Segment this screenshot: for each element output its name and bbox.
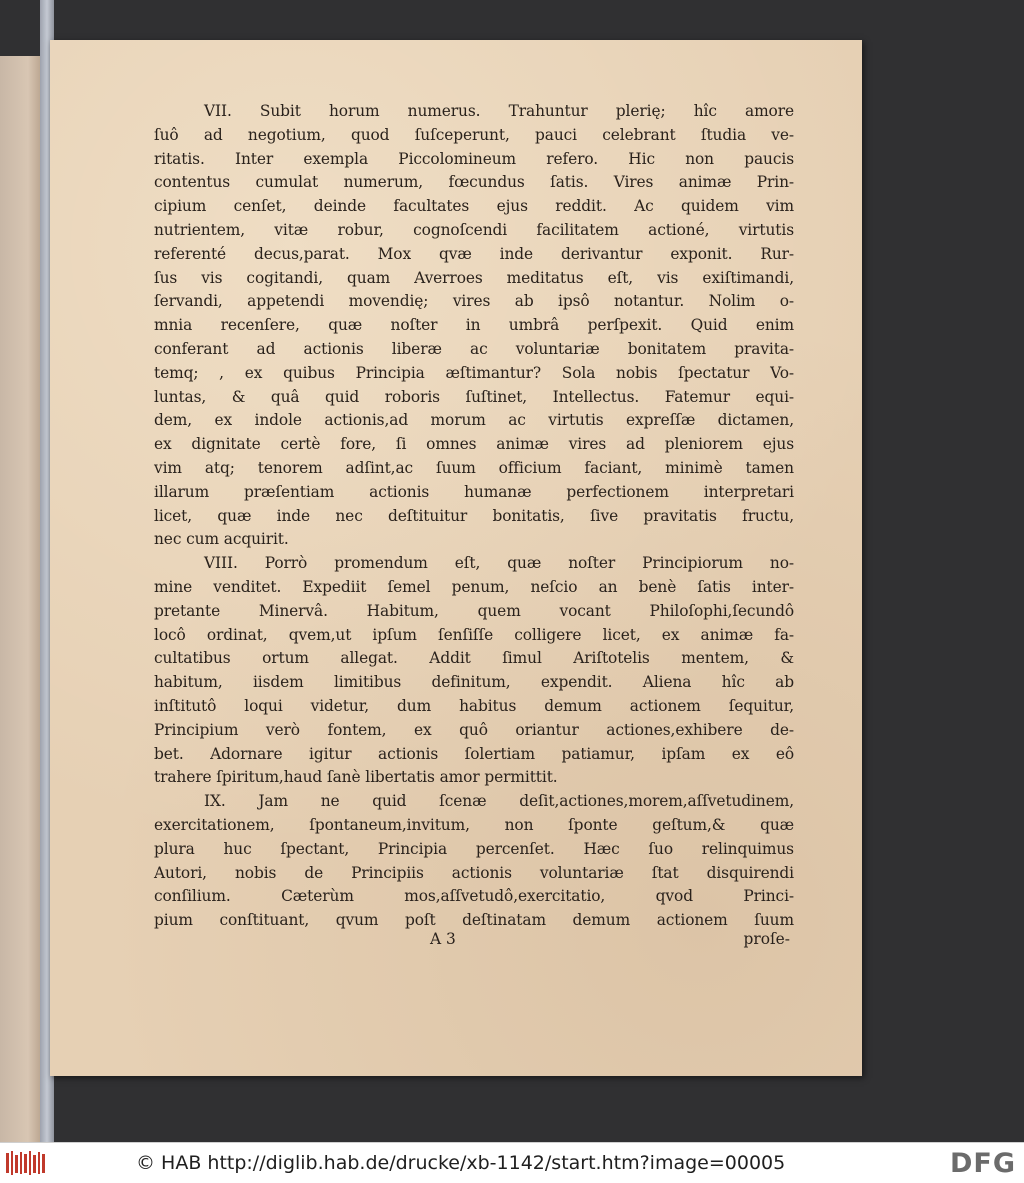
text-line: trahere ſpiritum,haud ſanè libertatis amor permittit.	[154, 768, 558, 787]
page-body-text	[154, 100, 794, 933]
copyright-link[interactable]: © HAB http://diglib.hab.de/drucke/xb-1142/start.htm?image=00005	[136, 1152, 786, 1174]
text-line: bet. Adornare igitur actionis ſolertiam patiamur, ipſam ex eô	[154, 744, 794, 763]
text-line: nec cum acquirit.	[154, 530, 289, 549]
text-line: plura huc ſpectant, Principia percenſet. Hæc ſuo relinquimus	[154, 839, 794, 858]
text-line: ſuô ad negotium, quod ſuſceperunt, pauci celebrant ſtudia ve-	[154, 125, 794, 144]
text-line: pium conſtituant, qvum poſt deſtinatam demum actionem ſuum	[154, 911, 794, 930]
text-line: Autori, nobis de Principiis actionis voluntariæ ſtat disquirendi	[154, 863, 794, 882]
text-line: licet, quæ inde nec deſtituitur bonitatis, ſive pravitatis fructu,	[154, 506, 794, 525]
book-page-scan	[50, 40, 862, 1076]
text-line: vim atq; tenorem adſint,ac ſuum officium faciant, minimè tamen	[154, 458, 794, 477]
text-line: cultatibus ortum allegat. Addit ſimul Ariſtotelis mentem, &	[154, 649, 794, 668]
text-line: mine venditet. Expediit ſemel penum, neſcio an benè ſatis inter-	[154, 577, 794, 596]
text-line: dem, ex indole actionis,ad morum ac virtutis expreſſæ dictamen,	[154, 411, 794, 430]
text-line: nutrientem, vitæ robur, cognoſcendi facilitatem actioné, virtutis	[154, 220, 794, 239]
text-line: ritatis. Inter exempla Piccolomineum refero. Hic non paucis	[154, 149, 794, 168]
text-line: cipium cenſet, deinde facultates ejus reddit. Ac quidem vim	[154, 197, 794, 216]
adjacent-page-edge	[0, 56, 40, 1142]
text-line: referenté decus,parat. Mox qvæ inde derivantur exponit. Rur-	[154, 244, 794, 263]
page-foot	[154, 930, 794, 954]
text-line: exercitationem, ſpontaneum,invitum, non ſponte geſtum,& quæ	[154, 815, 794, 834]
text-line: VIII. Porrò promendum eſt, quæ noſter Principiorum no-	[204, 554, 794, 573]
dfg-logo[interactable]: DFG	[949, 1148, 1016, 1179]
text-line: ex dignitate certè fore, ſi omnes animæ vires ad pleniorem ejus	[154, 435, 794, 454]
catchword: proſe-	[743, 930, 790, 948]
text-line: VII. Subit horum numerus. Trahuntur plerię; hîc amore	[204, 102, 794, 120]
text-line: pretante Minervâ. Habitum, quem vocant Philoſophi,ſecundô	[154, 601, 794, 620]
text-line: luntas, & quâ quid roboris ſuſtinet, Intellectus. Fatemur equi-	[154, 387, 794, 406]
footer-bar	[0, 1142, 1024, 1183]
text-line: ſus vis cogitandi, quam Averroes meditatus eſt, vis exiſtimandi,	[154, 268, 794, 287]
text-line: locô ordinat, qvem,ut ipſum ſenſiſſe colligere licet, ex animæ fa-	[154, 625, 794, 644]
text-line: mnia recenſere, quæ noſter in umbrâ perſpexit. Quid enim	[154, 316, 794, 335]
hab-barcode-logo-icon[interactable]	[4, 1149, 48, 1177]
text-line: habitum, iisdem limitibus definitum, expendit. Aliena hîc ab	[154, 673, 794, 692]
text-line: conſilium. Cæterùm mos,aſſvetudô,exercitatio, qvod Princi-	[154, 887, 794, 906]
text-line: illarum præſentiam actionis humanæ perfectionem interpretari	[154, 482, 794, 501]
text-line: contentus cumulat numerum, fœcundus ſatis. Vires animæ Prin-	[154, 173, 794, 192]
signature-mark: A 3	[430, 930, 456, 948]
text-line: IX. Jam ne quid ſcenæ deſit,actiones,morem,aſſvetudinem,	[204, 792, 794, 811]
text-line: Principium verò fontem, ex quô oriantur actiones,exhibere de-	[154, 720, 794, 739]
text-line: ſervandi, appetendi movendię; vires ab ipsô notantur. Nolim o-	[154, 292, 794, 311]
text-line: inſtitutô loqui videtur, dum habitus demum actionem ſequitur,	[154, 696, 794, 715]
text-line: conferant ad actionis liberæ ac voluntariæ bonitatem pravita-	[154, 339, 794, 358]
text-line: temq; , ex quibus Principia æſtimantur? Sola nobis ſpectatur Vo-	[154, 363, 794, 382]
